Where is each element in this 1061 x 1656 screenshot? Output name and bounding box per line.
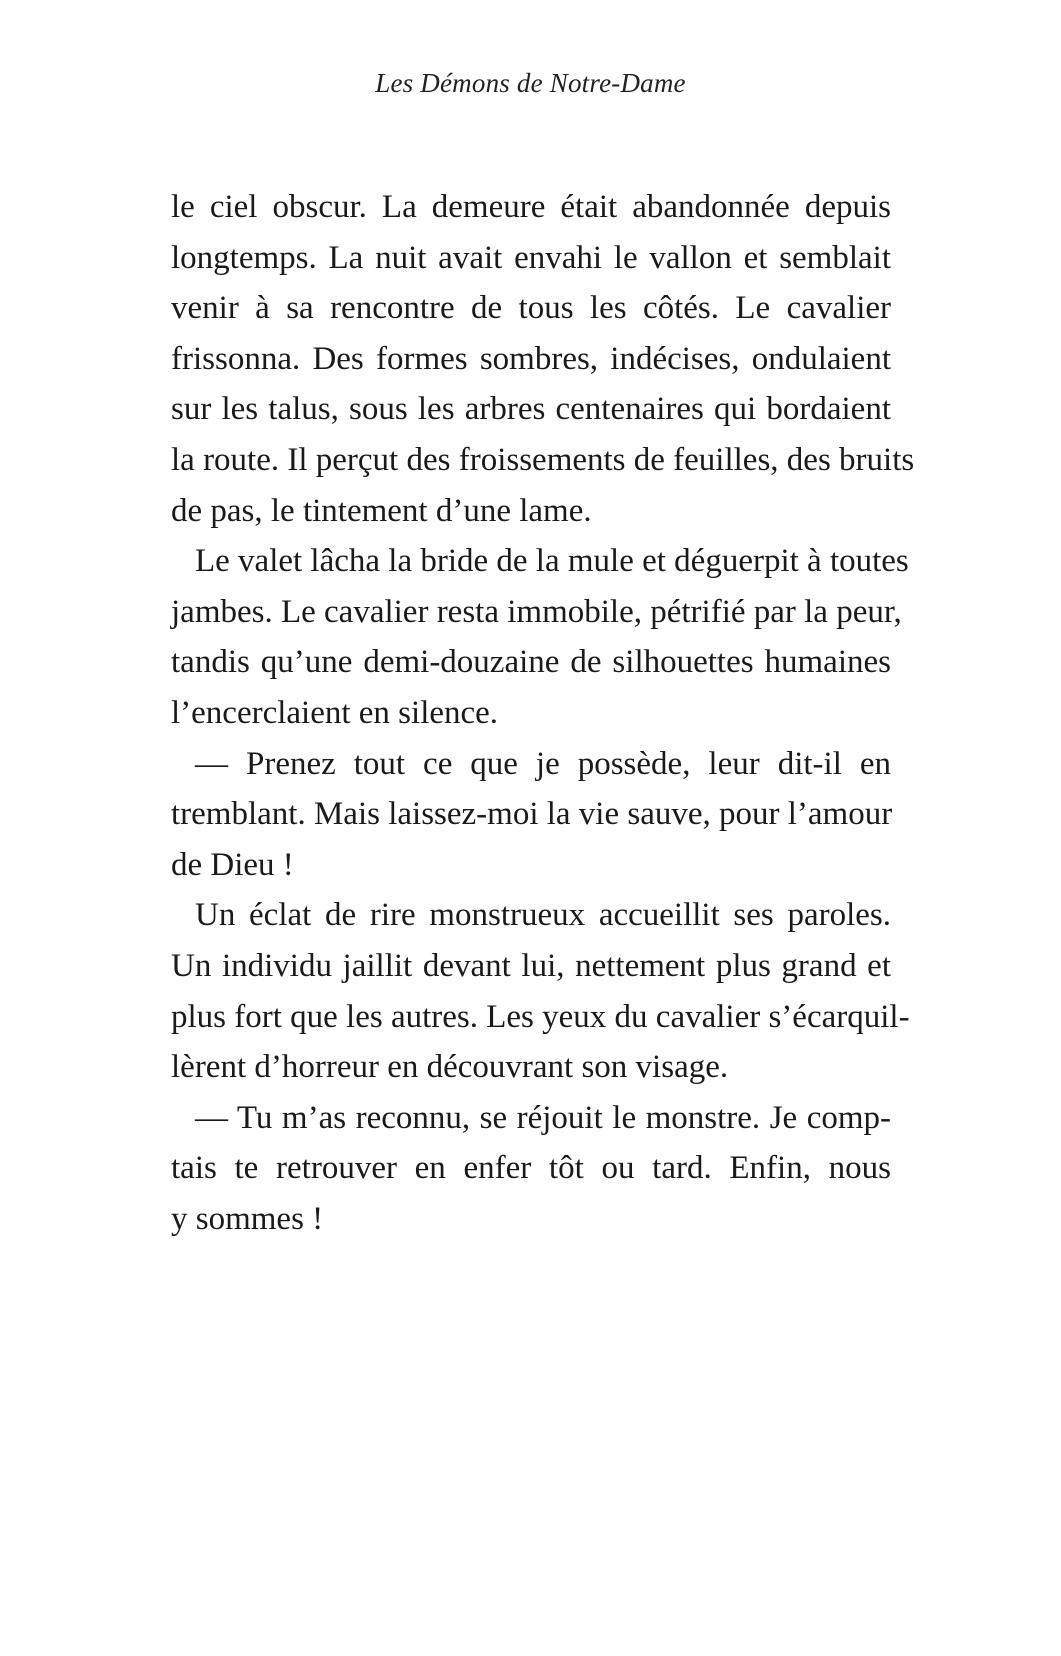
text-line: venir à sa rencontre de tous les côtés. Le cavalier bbox=[171, 290, 891, 327]
text-line: Le valet lâcha la bride de la mule et déguerpit à toutes bbox=[195, 543, 909, 580]
text-line: la route. Il perçut des froissements de feuilles, des bruits bbox=[171, 441, 915, 478]
text-line: longtemps. La nuit avait envahi le vallon et semblait bbox=[171, 239, 891, 276]
text-line: Un individu jaillit devant lui, nettement plus grand et bbox=[171, 947, 891, 984]
text-line: lèrent d’horreur en découvrant son visage. bbox=[171, 1049, 729, 1086]
paragraph bbox=[171, 1093, 891, 1245]
text-line: jambes. Le cavalier resta immobile, pétrifié par la peur, bbox=[171, 593, 902, 630]
text-line: de Dieu ! bbox=[171, 846, 294, 883]
text-line: — Tu m’as reconnu, se réjouit le monstre. Je comp- bbox=[195, 1099, 891, 1136]
running-header: Les Démons de Notre-Dame bbox=[375, 68, 686, 98]
text-line: y sommes ! bbox=[171, 1200, 324, 1237]
text-line: Un éclat de rire monstrueux accueillit ses paroles. bbox=[195, 897, 891, 934]
text-line: frissonna. Des formes sombres, indécises, ondulaient bbox=[171, 340, 891, 377]
text-line: — Prenez tout ce que je possède, leur dit-il en bbox=[195, 745, 891, 782]
paragraph bbox=[171, 182, 915, 536]
text-line: tremblant. Mais laissez-moi la vie sauve, pour l’amour bbox=[171, 796, 893, 833]
body-text bbox=[171, 182, 915, 1244]
text-line: tandis qu’une demi-douzaine de silhouettes humaines bbox=[171, 644, 891, 681]
text-line: tais te retrouver en enfer tôt ou tard. Enfin, nous bbox=[171, 1150, 891, 1187]
text-line: plus fort que les autres. Les yeux du cavalier s’écarquil- bbox=[171, 998, 910, 1035]
paragraph bbox=[171, 739, 891, 891]
text-line: le ciel obscur. La demeure était abandonnée depuis bbox=[171, 189, 891, 225]
text-line: l’encerclaient en silence. bbox=[171, 694, 499, 731]
text-line: sur les talus, sous les arbres centenaires qui bordaient bbox=[171, 391, 891, 428]
paragraph bbox=[171, 890, 910, 1092]
paragraph bbox=[171, 536, 909, 738]
text-line: de pas, le tintement d’une lame. bbox=[171, 492, 592, 529]
